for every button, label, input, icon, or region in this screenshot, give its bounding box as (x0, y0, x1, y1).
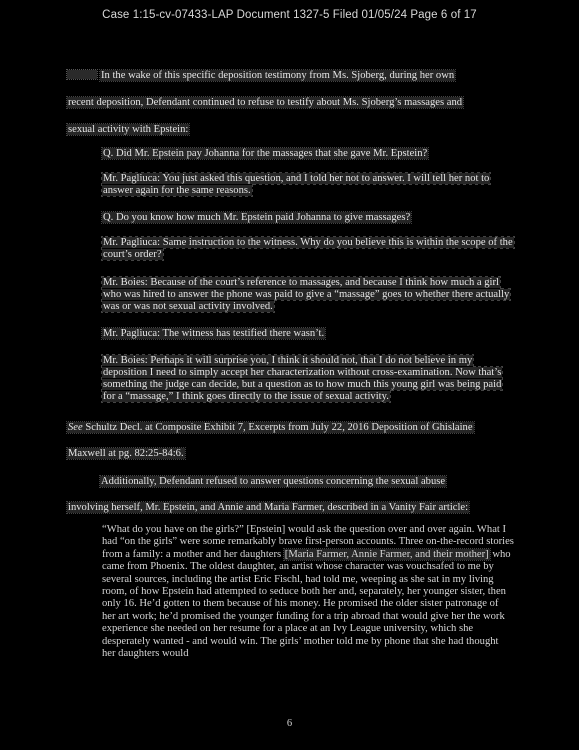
case-header: Case 1:15-cv-07433-LAP Document 1327-5 Filed 01/05/24 Page 6 of 17 (102, 9, 477, 21)
qa-item: Mr. Boies: Because of the court’s reference to massages, and because I think how much a girl who was hired to answer the phone was paid to give a “massage” goes to whether there actually was or was not sexual activity involved. (103, 277, 510, 312)
citation-line-1: See Schultz Decl. at Composite Exhibit 7, Excerpts from July 22, 2016 Deposition of Ghislaine (68, 422, 473, 433)
citation-line-2: Maxwell at pg. 82:25-84:6. (68, 448, 184, 459)
vanity-fair-quote: “What do you have on the girls?” [Epstein] would ask the question over and over again. What I had “on the girls” were some remarkably brave first-person accounts. Three on-the-record stories from a family: a mother and her daughters [Maria Farmer, Annie Farmer, and their mother] who came from Phoenix. The oldest daughter, an artist whose character was vouchsafed to me by several sources, including the artist Eric Fischl, had told me, weeping as she sat in my living room, of how Epstein had attempted to seduce both her and, separately, her younger sister, then only 16. He’d gotten to them because of his money. He promised the older sister patronage of her art work; he’d promised the younger funding for a trip abroad that would give her the work experience she needed on her resume for a place at an Ivy League university, which she desperately wanted - and would win. The girls’ mother told me by phone that she had thought her daughters would (102, 524, 514, 660)
qa-item: Mr. Pagliuca: Same instruction to the witness. Why do you believe this is within the scope of the court’s order? (103, 237, 513, 260)
paragraph-1-line-2: recent deposition, Defendant continued to refuse to testify about Ms. Sjoberg’s massages and (68, 97, 463, 108)
paragraph-2-line-1: Additionally, Defendant refused to answer questions concerning the sexual abuse (101, 476, 446, 487)
paragraph-1-line-3: sexual activity with Epstein: (68, 124, 189, 135)
paragraph-2-line-2: involving herself, Mr. Epstein, and Annie and Maria Farmer, described in a Vanity Fair article: (68, 502, 469, 513)
page-number: 6 (286, 718, 293, 729)
qa-item: Mr. Boies: Perhaps it will surprise you, I think it should not, that I do not believe in my deposition I need to simply accept her characterization without cross-examination. Now that’s something the judge can decide, but a question as to how much this young girl was being paid for a “massage,” I think goes directly to the issue of sexual activity. (103, 355, 502, 402)
qa-item: Q. Did Mr. Epstein pay Johanna for the massages that she gave Mr. Epstein? (103, 148, 428, 159)
qa-item: Mr. Pagliuca: You just asked this question, and I told her not to answer. I will tell her not to answer again for the same reasons. (103, 173, 490, 196)
paragraph-1-line-1: In the wake of this specific deposition testimony from Ms. Sjoberg, during her own (67, 69, 455, 82)
qa-item: Q. Do you know how much Mr. Epstein paid Johanna to give massages? (103, 212, 411, 223)
redaction-marker (67, 70, 97, 79)
bracketed-insertion: [Maria Farmer, Annie Farmer, and their mother] (284, 548, 489, 560)
citation-signal: See (68, 422, 83, 433)
qa-item: Mr. Pagliuca: The witness has testified there wasn’t. (103, 328, 325, 339)
